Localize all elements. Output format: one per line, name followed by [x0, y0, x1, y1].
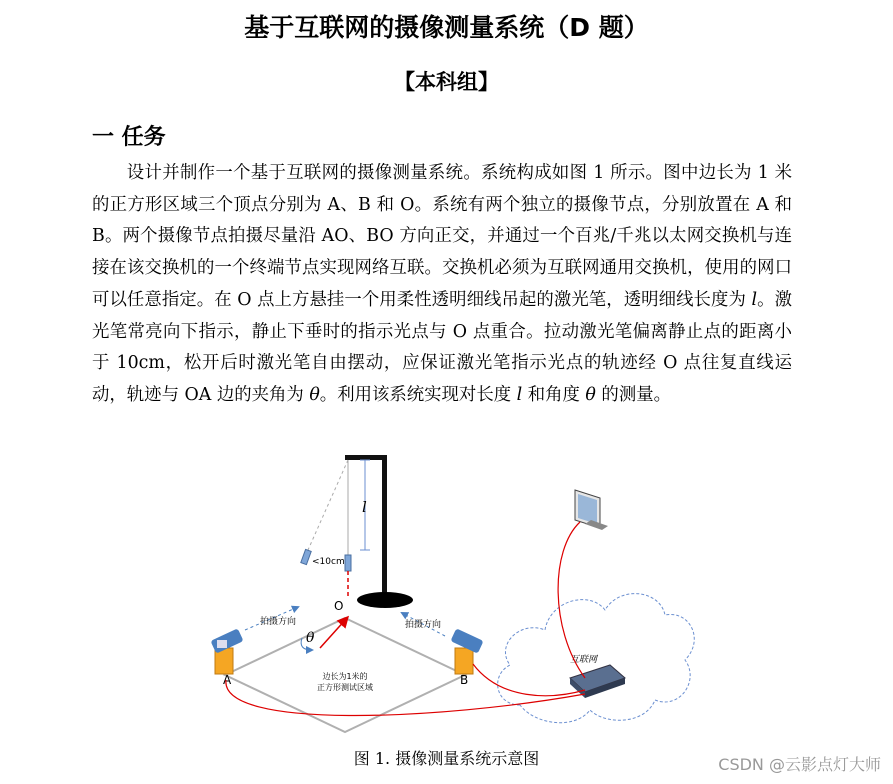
label-internet: 互联网 — [570, 655, 598, 665]
pole-arm — [345, 455, 385, 460]
label-area-line1: 边长为1米的 — [322, 672, 368, 681]
label-area-line2: 正方形测试区域 — [317, 683, 373, 692]
variable-theta: θ — [309, 384, 320, 405]
section-heading: 一 任务 — [92, 125, 166, 150]
paragraph-text-3: 。利用该系统实现对长度 — [319, 384, 517, 405]
page-subtitle: 【本科组】 — [394, 70, 499, 94]
paragraph-text-4: 和角度 — [522, 384, 586, 405]
page-title: 基于互联网的摄像测量系统（D 题） — [244, 13, 649, 42]
paragraph-text-2: 。激光笔常亮向下指示，静止下垂时的指示光点与 O 点重合。拉动激光笔偏离静止点的距离小于 10cm，松开后时激光笔自由摆动，应保证激光笔指示光点的轨迹经 O 点往复直线运动，轨迹与 OA 边的夹角为 — [92, 289, 792, 405]
camera-b-icon — [450, 628, 483, 674]
variable-theta: θ — [585, 384, 596, 405]
label-shoot-dir-right: 拍摄方向 — [405, 620, 442, 630]
terminal-computer-icon — [575, 490, 608, 530]
system-diagram — [190, 450, 700, 740]
pole-base — [357, 592, 413, 608]
pole — [382, 455, 387, 600]
task-paragraph — [92, 158, 792, 412]
variable-l: l — [516, 384, 523, 405]
label-10cm: <10cm — [312, 557, 345, 567]
link-b-switch — [473, 664, 585, 696]
label-b: B — [460, 673, 469, 687]
link-a-switch — [226, 680, 585, 716]
laser-pointer-swung — [301, 549, 311, 564]
watermark: CSDN @云影点灯大师 — [718, 755, 881, 774]
label-theta: θ — [306, 630, 315, 646]
network-switch-icon — [570, 665, 625, 698]
paragraph-text-1: 设计并制作一个基于互联网的摄像测量系统。系统构成如图 1 所示。图中边长为 1 米的正方形区域三个顶点分别为 A、B 和 O。系统有两个独立的摄像节点，分别放置在 A 和 B。两个摄像节点拍摄尽量沿 AO、BO 方向正交，并通过一个百兆/千兆以太网交换机与连接在该交换机的一个终端节点实现网络互联。交换机必须为互联网通用交换机，使用的网口可以任意指定。在 O 点上方悬挂一个用柔性透明细线吊起的激光笔，透明细线长度为 — [92, 163, 792, 310]
figure-caption: 图 1. 摄像测量系统示意图 — [353, 749, 540, 768]
camera-a-icon — [210, 628, 243, 674]
laser-pointer — [345, 555, 351, 571]
label-shoot-dir-left: 拍摄方向 — [260, 617, 297, 627]
variable-l: l — [751, 289, 758, 310]
label-o: O — [334, 599, 344, 613]
label-l: l — [362, 498, 367, 516]
label-a: A — [223, 673, 232, 687]
paragraph-text-5: 的测量。 — [595, 384, 671, 405]
